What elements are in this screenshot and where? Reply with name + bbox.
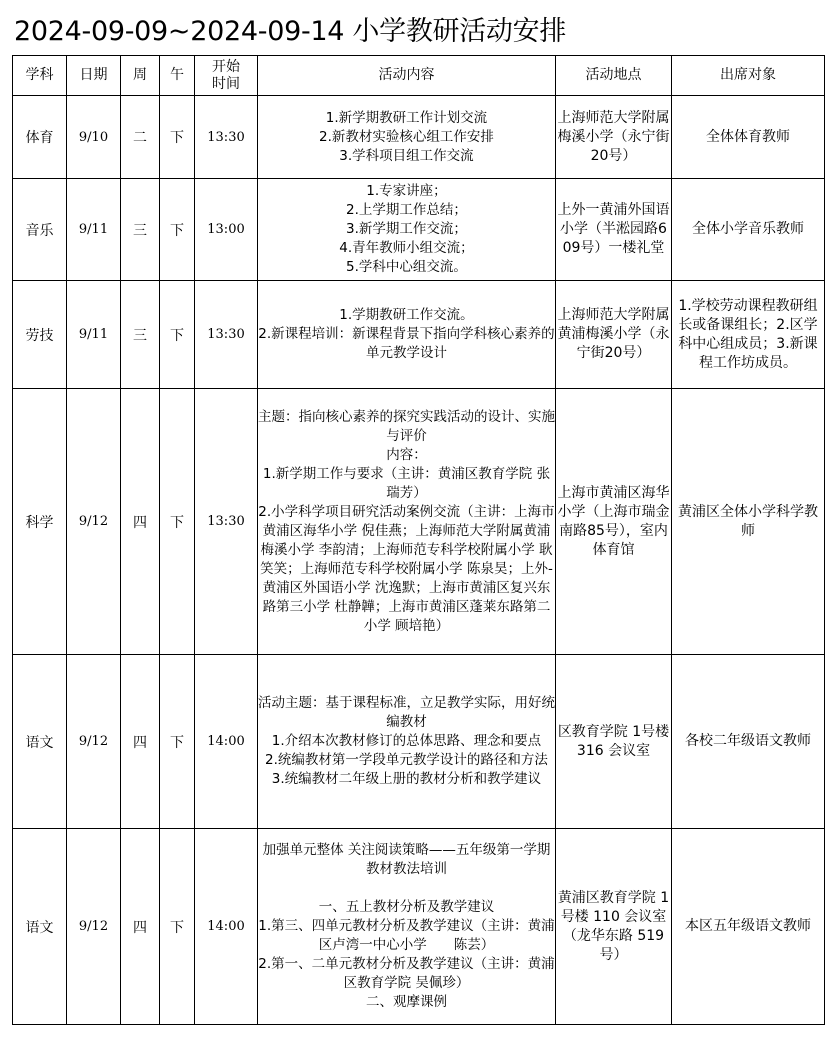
content-line: 3.新学期工作交流； bbox=[346, 221, 467, 237]
content-line bbox=[258, 879, 555, 898]
content-line: 1.学期教研工作交流。 bbox=[339, 307, 474, 323]
weekday-cell: 四 bbox=[121, 655, 160, 829]
period-cell: 下 bbox=[160, 96, 195, 179]
subject-cell: 语文 bbox=[13, 829, 67, 1025]
header-audience: 出席对象 bbox=[672, 56, 825, 96]
time-cell: 13:30 bbox=[195, 389, 258, 655]
table-row bbox=[13, 96, 825, 179]
page-title: 2024-09-09~2024-09-14 小学教研活动安排 bbox=[14, 16, 567, 47]
content-line: 2.新教材实验核心组工作安排 bbox=[319, 128, 494, 145]
content-line: 5.学科中心组交流。 bbox=[346, 259, 467, 275]
time-cell: 14:00 bbox=[195, 829, 258, 1025]
place-cell bbox=[556, 655, 672, 829]
weekday-cell: 三 bbox=[121, 179, 160, 281]
weekday-cell: 三 bbox=[121, 281, 160, 389]
time-cell: 14:00 bbox=[195, 655, 258, 829]
place-line: 上外一黄浦外国语小学（半淞园路609号）一楼礼堂 bbox=[557, 202, 670, 256]
time-cell: 13:30 bbox=[195, 281, 258, 389]
audience-cell bbox=[672, 179, 825, 281]
content-line: 1.专家讲座； bbox=[366, 183, 447, 199]
audience-line: 1.学校劳动课程教研组长或备课组长；2.区学科中心组成员；3.新课程工作坊成员。 bbox=[678, 297, 818, 371]
subject-cell: 音乐 bbox=[13, 179, 67, 281]
content-line: 1.第三、四单元教材分析及教学建议（主讲：黄浦区卢湾一中心小学 陈芸） bbox=[258, 918, 555, 953]
weekday-cell: 二 bbox=[121, 96, 160, 179]
header-date: 日期 bbox=[67, 56, 121, 96]
time-cell: 13:30 bbox=[195, 96, 258, 179]
table-row bbox=[13, 179, 825, 281]
content-cell bbox=[258, 655, 556, 829]
date-cell: 9/11 bbox=[67, 179, 121, 281]
weekday-cell: 四 bbox=[121, 829, 160, 1025]
place-line: 上海师范大学附属梅溪小学（永宁街 20号） bbox=[557, 109, 670, 164]
audience-cell bbox=[672, 96, 825, 179]
place-line: 上海市黄浦区海华小学（上海市瑞金南路85号），室内体育馆 bbox=[557, 484, 670, 558]
content-line: 1.新学期工作与要求（主讲：黄浦区教育学院 张瑞芳） bbox=[262, 465, 551, 501]
content-line: 2.上学期工作总结； bbox=[346, 202, 467, 218]
content-cell bbox=[258, 281, 556, 389]
period-cell: 下 bbox=[160, 389, 195, 655]
content-line: 一、五上教材分析及教学建议 bbox=[318, 899, 495, 915]
content-line: 1.介绍本次教材修订的总体思路、理念和要点 bbox=[271, 733, 542, 749]
place-line: 区教育学院 1号楼 316 会议室 bbox=[557, 723, 670, 759]
subject-cell: 科学 bbox=[13, 389, 67, 655]
period-cell: 下 bbox=[160, 829, 195, 1025]
header-row bbox=[13, 56, 825, 96]
table-row bbox=[13, 281, 825, 389]
place-cell bbox=[556, 281, 672, 389]
table-row bbox=[13, 655, 825, 829]
date-cell: 9/10 bbox=[67, 96, 121, 179]
date-cell: 9/12 bbox=[67, 655, 121, 829]
content-line: 2.统编教材第一学段单元教学设计的路径和方法 bbox=[265, 752, 548, 768]
content-line: 2.小学科学项目研究活动案例交流（主讲：上海市黄浦区海华小学 倪佳燕；上海师范大学附属黄浦梅溪小学 李韵清；上海师范专科学校附属小学 耿笑笑；上海师范专科学校附属小学 陈泉昊；上外-黄浦区外国语小学 沈逸默；上海市黄浦区复兴东路第三小学 杜静韡；上海市黄浦区蓬莱东路第二小学 顾培艳） bbox=[258, 503, 555, 634]
place-cell bbox=[556, 829, 672, 1025]
content-line: 2.新课程培训：新课程背景下指向学科核心素养的单元教学设计 bbox=[258, 326, 555, 361]
place-cell bbox=[556, 96, 672, 179]
audience-line: 本区五年级语文教师 bbox=[685, 918, 811, 934]
content-line: 主题：指向核心素养的探究实践活动的设计、实施与评价 bbox=[258, 408, 555, 444]
content-line: 加强单元整体 关注阅读策略——五年级第一学期教材教法培训 bbox=[262, 842, 551, 877]
header-subject: 学科 bbox=[13, 56, 67, 96]
subject-cell: 劳技 bbox=[13, 281, 67, 389]
header-content: 活动内容 bbox=[258, 56, 556, 96]
date-cell: 9/12 bbox=[67, 829, 121, 1025]
header-start-time: 开始 时间 bbox=[195, 56, 258, 96]
audience-line: 全体小学音乐教师 bbox=[692, 221, 804, 237]
audience-line: 各校二年级语文教师 bbox=[685, 733, 811, 749]
time-cell: 13:00 bbox=[195, 179, 258, 281]
period-cell: 下 bbox=[160, 281, 195, 389]
place-cell bbox=[556, 389, 672, 655]
content-line: 二、观摩课例 bbox=[366, 994, 447, 1010]
place-line: 上海师范大学附属黄浦梅溪小学（永宁街20号） bbox=[557, 307, 670, 361]
content-cell bbox=[258, 829, 556, 1025]
header-weekday: 周 bbox=[121, 56, 160, 96]
date-cell: 9/12 bbox=[67, 389, 121, 655]
date-cell: 9/11 bbox=[67, 281, 121, 389]
table-row bbox=[13, 829, 825, 1025]
content-line: 3.学科项目组工作交流 bbox=[339, 147, 474, 164]
content-line: 内容： bbox=[386, 446, 427, 463]
schedule-table bbox=[12, 55, 825, 1025]
content-line: 活动主题：基于课程标准，立足教学实际，用好统编教材 bbox=[258, 695, 555, 730]
subject-cell: 语文 bbox=[13, 655, 67, 829]
content-cell bbox=[258, 389, 556, 655]
weekday-cell: 四 bbox=[121, 389, 160, 655]
content-cell bbox=[258, 179, 556, 281]
audience-cell bbox=[672, 389, 825, 655]
period-cell: 下 bbox=[160, 655, 195, 829]
header-place: 活动地点 bbox=[556, 56, 672, 96]
content-line: 1.新学期教研工作计划交流 bbox=[325, 109, 488, 126]
audience-line: 全体体育教师 bbox=[706, 128, 790, 145]
audience-cell bbox=[672, 655, 825, 829]
audience-cell bbox=[672, 281, 825, 389]
place-cell bbox=[556, 179, 672, 281]
content-line: 2.第一、二单元教材分析及教学建议（主讲：黄浦区教育学院 吴佩珍） bbox=[258, 956, 555, 991]
content-line: 4.青年教师小组交流； bbox=[339, 240, 474, 256]
period-cell: 下 bbox=[160, 179, 195, 281]
header-period: 午 bbox=[160, 56, 195, 96]
place-line: 黄浦区教育学院 1 号楼 110 会议室（龙华东路 519号） bbox=[557, 889, 670, 963]
content-line: 3.统编教材二年级上册的教材分析和教学建议 bbox=[271, 771, 542, 787]
audience-cell bbox=[672, 829, 825, 1025]
audience-line: 黄浦区全体小学科学教师 bbox=[678, 503, 818, 539]
table-row bbox=[13, 389, 825, 655]
subject-cell: 体育 bbox=[13, 96, 67, 179]
content-cell bbox=[258, 96, 556, 179]
